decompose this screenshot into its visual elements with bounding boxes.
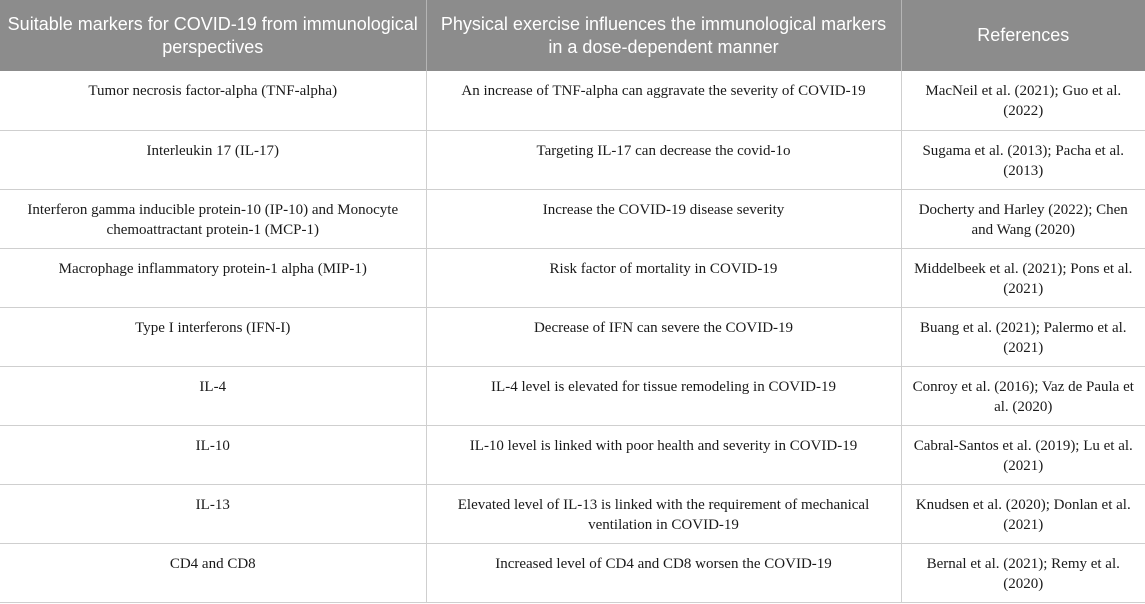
header-markers: Suitable markers for COVID-19 from immunological perspectives — [0, 0, 426, 71]
reference-cell: Docherty and Harley (2022); Chen and Wang (2020) — [901, 189, 1145, 248]
reference-cell: Cabral-Santos et al. (2019); Lu et al. (2021) — [901, 425, 1145, 484]
marker-cell: Macrophage inflammatory protein-1 alpha (MIP-1) — [0, 248, 426, 307]
header-exercise-influence: Physical exercise influences the immunological markers in a dose-dependent manner — [426, 0, 901, 71]
marker-cell: Tumor necrosis factor-alpha (TNF-alpha) — [0, 71, 426, 130]
table-row — [0, 307, 1145, 366]
marker-cell: Type I interferons (IFN-I) — [0, 307, 426, 366]
header-row — [0, 0, 1145, 71]
influence-cell: Decrease of IFN can severe the COVID-19 — [426, 307, 901, 366]
table-row — [0, 543, 1145, 602]
table-row — [0, 366, 1145, 425]
table-row — [0, 425, 1145, 484]
influence-cell: Increased level of CD4 and CD8 worsen the COVID-19 — [426, 543, 901, 602]
reference-cell: MacNeil et al. (2021); Guo et al. (2022) — [901, 71, 1145, 130]
influence-cell: Elevated level of IL-13 is linked with the requirement of mechanical ventilation in COVID-19 — [426, 484, 901, 543]
reference-cell: Buang et al. (2021); Palermo et al. (2021) — [901, 307, 1145, 366]
reference-cell: Bernal et al. (2021); Remy et al. (2020) — [901, 543, 1145, 602]
influence-cell: Targeting IL-17 can decrease the covid-1o — [426, 130, 901, 189]
reference-cell: Middelbeek et al. (2021); Pons et al. (2021) — [901, 248, 1145, 307]
marker-cell: IL-13 — [0, 484, 426, 543]
marker-cell: IL-4 — [0, 366, 426, 425]
influence-cell: An increase of TNF-alpha can aggravate the severity of COVID-19 — [426, 71, 901, 130]
table-body — [0, 71, 1145, 602]
reference-cell: Knudsen et al. (2020); Donlan et al. (2021) — [901, 484, 1145, 543]
reference-cell: Sugama et al. (2013); Pacha et al. (2013) — [901, 130, 1145, 189]
influence-cell: IL-4 level is elevated for tissue remodeling in COVID-19 — [426, 366, 901, 425]
header-references: References — [901, 0, 1145, 71]
table-row — [0, 189, 1145, 248]
table-row — [0, 130, 1145, 189]
reference-cell: Conroy et al. (2016); Vaz de Paula et al. (2020) — [901, 366, 1145, 425]
table-row — [0, 484, 1145, 543]
table-header — [0, 0, 1145, 71]
marker-cell: CD4 and CD8 — [0, 543, 426, 602]
influence-cell: Risk factor of mortality in COVID-19 — [426, 248, 901, 307]
marker-cell: Interferon gamma inducible protein-10 (IP-10) and Monocyte chemoattractant protein-1 (MCP-1) — [0, 189, 426, 248]
table-row — [0, 248, 1145, 307]
influence-cell: IL-10 level is linked with poor health and severity in COVID-19 — [426, 425, 901, 484]
influence-cell: Increase the COVID-19 disease severity — [426, 189, 901, 248]
table-row — [0, 71, 1145, 130]
marker-cell: Interleukin 17 (IL-17) — [0, 130, 426, 189]
marker-cell: IL-10 — [0, 425, 426, 484]
